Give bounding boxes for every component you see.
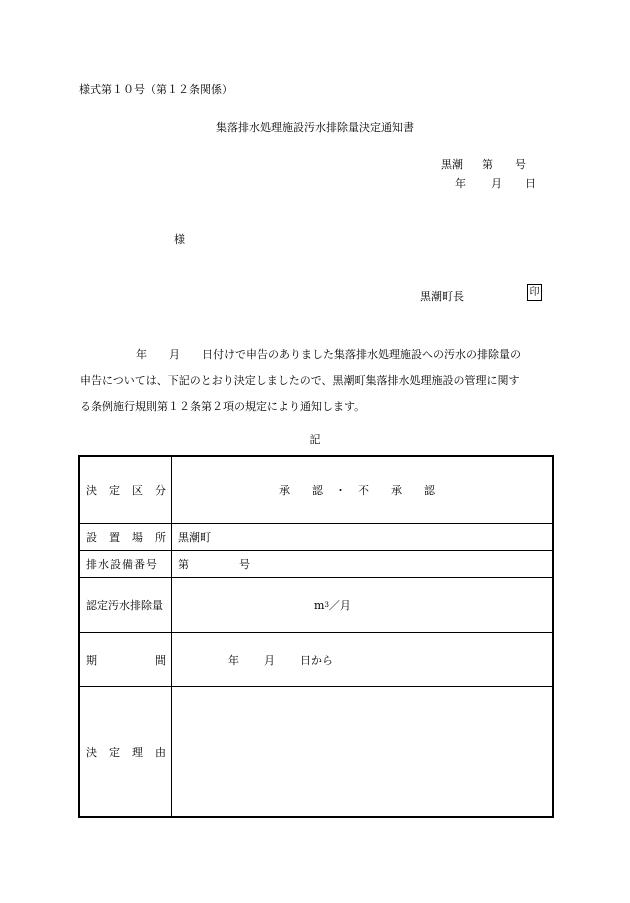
ki-heading: 記 (309, 433, 321, 446)
decision-table (78, 455, 554, 818)
period-value: 年 月 日から (228, 653, 333, 667)
facility-number-label: 排水設備番号 (80, 551, 172, 577)
form-number-label: 様式第１０号（第１２条関係） (79, 83, 233, 96)
approved-volume-value: m 3 ／月 (314, 598, 351, 612)
date-day: 日 (525, 177, 536, 190)
body-paragraph (80, 342, 552, 420)
approve-options: 承 認 ・ 不 承 認 (279, 484, 435, 497)
location-label: 設 置 場 所 (80, 524, 172, 550)
body-line-1: 年 月 日付けで申告のありました集落排水処理施設への汚水の排除量の (136, 348, 521, 361)
body-line-3: る条例施行規則第１２条第２項の規定により通知します。 (80, 400, 366, 413)
number-go: 号 (515, 158, 526, 171)
addressee-honorific: 様 (174, 233, 185, 246)
number-org: 黒潮 (441, 158, 463, 171)
table-row-reason (80, 687, 552, 816)
date-year: 年 (455, 177, 466, 190)
period-label: 期 間 (80, 633, 172, 686)
sender-title: 黒潮町長 (420, 290, 464, 303)
table-row-decision-type (80, 457, 552, 524)
document-title: 集落排水処理施設汚水排除量決定通知書 (216, 121, 414, 134)
approved-volume-label: 認定汚水排除量 (80, 578, 172, 632)
facility-number-value: 第 号 (178, 558, 250, 571)
document-date-line (455, 175, 536, 191)
table-row-location (80, 524, 552, 551)
body-line-2: 申告については、下記のとおり決定しましたので、黒潮町集落排水処理施設の管理に関す (80, 374, 520, 387)
table-row-facility-number (80, 551, 552, 578)
document-number-line (441, 156, 526, 172)
location-value: 黒潮町 (178, 531, 211, 544)
table-row-approved-volume (80, 578, 552, 633)
table-row-period (80, 633, 552, 687)
decision-type-value (172, 457, 552, 523)
date-month: 月 (491, 177, 502, 190)
seal-mark: 印 (527, 284, 542, 301)
reason-value[interactable] (172, 687, 552, 816)
decision-type-label: 決 定 区 分 (80, 457, 172, 523)
number-dai: 第 (482, 158, 493, 171)
reason-label: 決 定 理 由 (80, 687, 172, 816)
